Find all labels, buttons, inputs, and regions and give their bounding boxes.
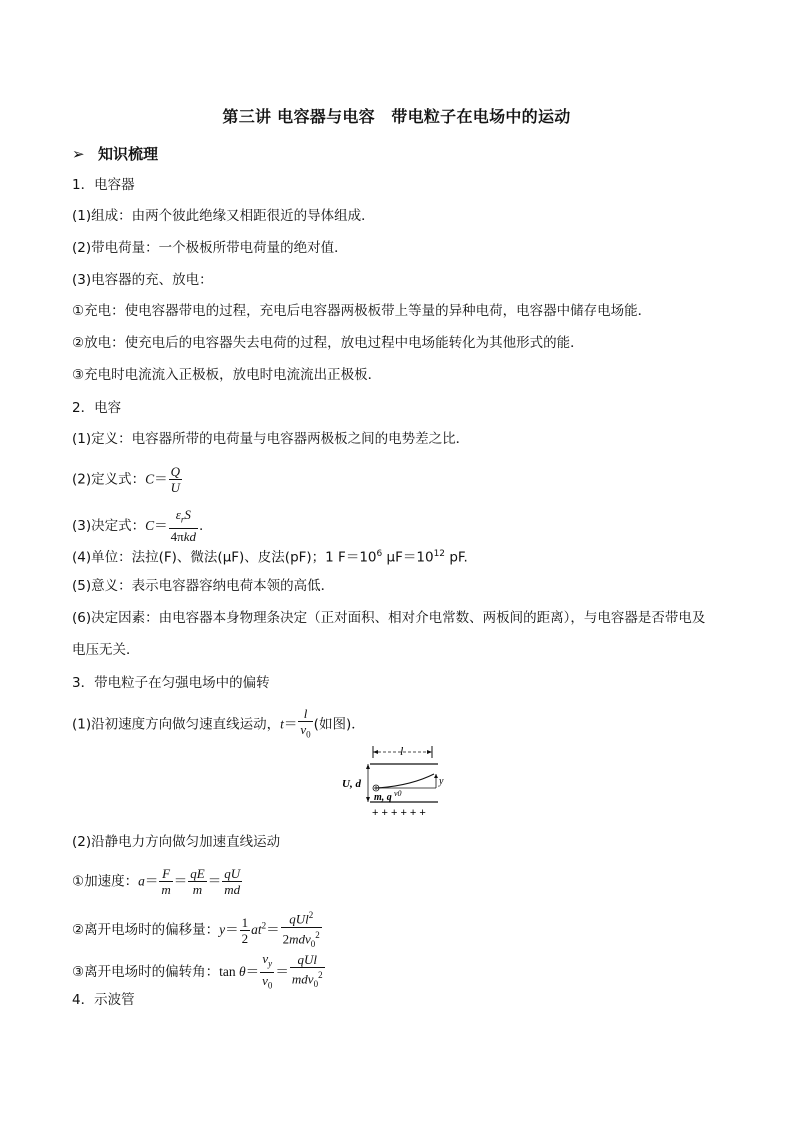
text-definition: (1)定义：电容器所带的电荷量与电容器两极板之间的电势差之比． xyxy=(72,431,470,447)
formula-acceleration: ①加速度：a＝ $\frac{F}{m}$ ＝ $\frac{qE}{m}$ ＝ $\frac{qU}{md}$ xyxy=(72,866,241,897)
text-factors-cont: 电压无关． xyxy=(72,642,140,658)
formula-displacement: ②离开电场时的偏移量：y＝ $\frac{1}{2}$ $at^2=$ $\frac{qUl^2}{2mdv_0^2}$ xyxy=(72,910,320,950)
velocity-label: v0 xyxy=(394,789,402,798)
length-label: l xyxy=(400,744,404,758)
text-current: ③充电时电流流入正极板，放电时电流流出正极板． xyxy=(72,367,382,383)
mass-charge-label: m, q xyxy=(374,792,392,803)
heading-deflection: 3．带电粒子在匀强电场中的偏转 xyxy=(72,675,270,691)
heading-capacitance: 2．电容 xyxy=(72,400,122,416)
chevron-right-icon: ➢ xyxy=(72,145,85,163)
deflection-label: y xyxy=(439,776,444,787)
formula-determination: (3)决定式：C＝ $\frac{\varepsilon_rS}{\text{4πkd}}$ . xyxy=(72,507,204,544)
text-charge-discharge: (3)电容器的充、放电： xyxy=(72,272,213,288)
heading-capacitor: 1．电容器 xyxy=(72,177,135,193)
text-meaning: (5)意义：表示电容器容纳电荷本领的高低． xyxy=(72,578,335,594)
voltage-distance-label: U, d xyxy=(342,778,361,790)
text-charge: (2)带电荷量：一个极板所带电荷量的绝对值． xyxy=(72,240,348,256)
positive-plate-label: + + + + + + xyxy=(372,807,426,819)
page-title: 第三讲 电容器与电容 带电粒子在电场中的运动 xyxy=(222,107,571,126)
text-discharging: ②放电：使充电后的电容器失去电荷的过程，放电过程中电场能转化为其他形式的能． xyxy=(72,335,584,351)
section-heading: ➢ 知识梳理 xyxy=(72,145,159,163)
deflection-diagram xyxy=(340,744,450,820)
text-accelerated-motion: (2)沿静电力方向做匀加速直线运动 xyxy=(72,834,281,850)
formula-angle: ③离开电场时的偏转角：tan θ＝ $\frac{v_y}{v_0}$ ＝ $\frac{\text{qUl}}{mdv_0^2}$ xyxy=(72,951,323,991)
formula-definition: (2)定义式：C＝ $\frac{Q}{U}$ xyxy=(72,464,181,495)
text-uniform-motion: (1)沿初速度方向做匀速直线运动，t＝ $\frac{l}{v_0}$ (如图)． xyxy=(72,706,365,740)
text-units: (4)单位：法拉(F)、微法(μF)、皮法(pF)；1 $F=10^6$ $\mu F=10^{12}$ pF. xyxy=(72,549,468,566)
text-charging: ①充电：使电容器带电的过程，充电后电容器两极板带上等量的异种电荷，电容器中储存电场能． xyxy=(72,303,652,319)
text-factors: (6)决定因素：由电容器本身物理条决定（正对面积、相对介电常数、两板间的距离），与电容器是否带电及 xyxy=(72,610,706,626)
text-composition: (1)组成：由两个彼此绝缘又相距很近的导体组成． xyxy=(72,208,375,224)
heading-oscilloscope: 4．示波管 xyxy=(72,992,135,1008)
